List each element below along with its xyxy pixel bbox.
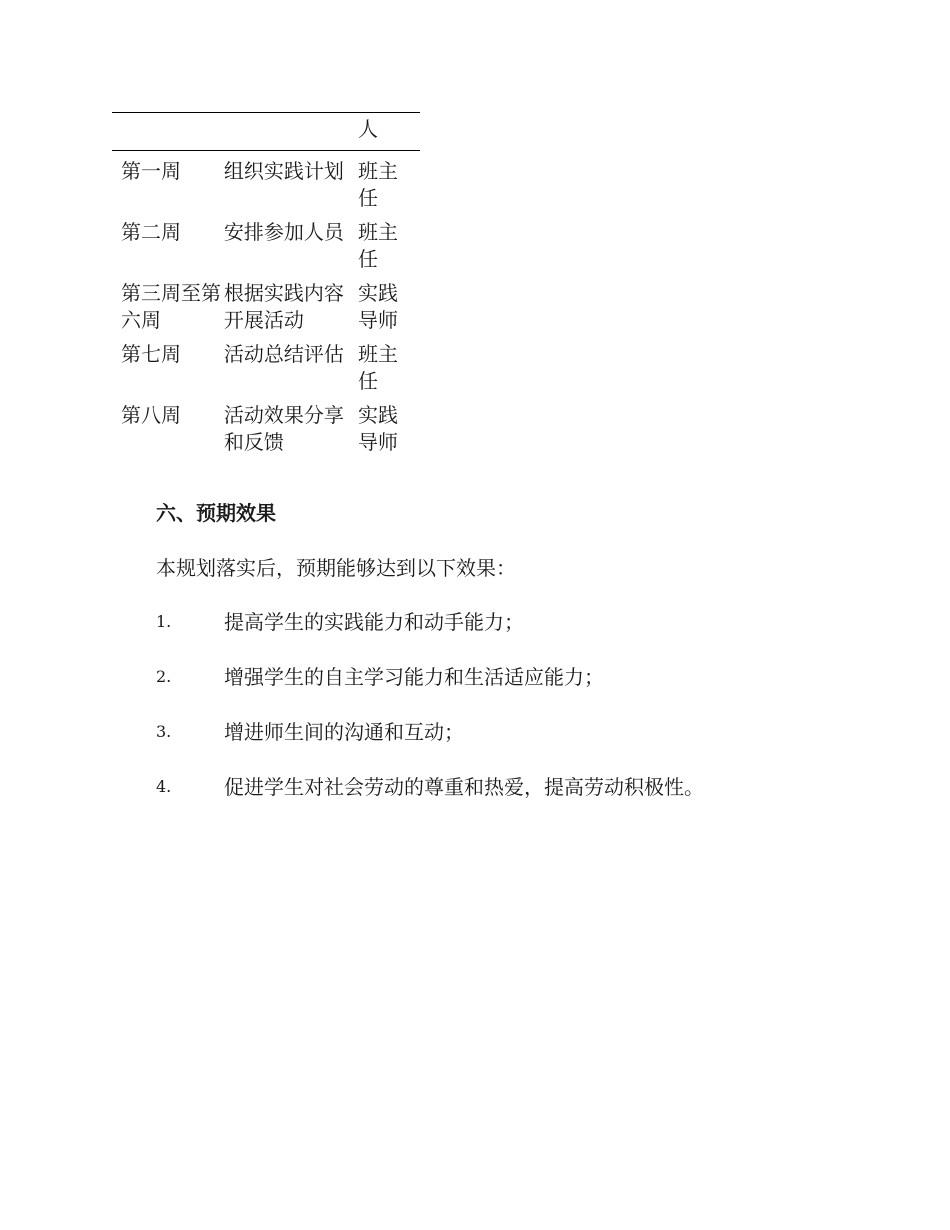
- week-cell: 第八周: [121, 403, 181, 427]
- section-heading: 六、预期效果: [156, 501, 276, 525]
- table-row: [112, 395, 420, 456]
- header-cell-content: [222, 113, 354, 151]
- list-item-text: 增强学生的自主学习能力和生活适应能力；: [224, 665, 604, 689]
- person-cell: 班主任: [358, 159, 399, 210]
- header-cell-person: 人: [354, 113, 420, 151]
- content-cell: 组织实践计划: [223, 159, 344, 183]
- list-item-number: 1.: [156, 612, 172, 631]
- table-header-row: [112, 113, 420, 151]
- table-row: [112, 151, 420, 213]
- person-cell: 班主任: [358, 342, 399, 393]
- list-item-number: 3.: [156, 722, 172, 741]
- person-cell: 班主任: [358, 220, 399, 271]
- list-item-text: 促进学生对社会劳动的尊重和热爱，提高劳动积极性。: [224, 775, 704, 799]
- table-row: [112, 273, 420, 334]
- week-cell: 第三周至第六周: [121, 281, 221, 332]
- list-item-text: 提高学生的实践能力和动手能力；: [224, 610, 524, 634]
- header-cell-week: [112, 113, 222, 151]
- person-cell: 实践导师: [358, 403, 399, 454]
- content-cell: 安排参加人员: [223, 220, 344, 244]
- table-row: [112, 334, 420, 395]
- content-cell: 活动效果分享和反馈: [223, 403, 344, 454]
- list-item-number: 4.: [156, 777, 172, 796]
- content-cell: 活动总结评估: [223, 342, 344, 366]
- person-cell: 实践导师: [358, 281, 399, 332]
- week-cell: 第七周: [121, 342, 181, 366]
- intro-paragraph: 本规划落实后，预期能够达到以下效果：: [156, 556, 516, 580]
- week-cell: 第一周: [121, 159, 181, 183]
- list-item-text: 增进师生间的沟通和互动；: [224, 720, 464, 744]
- week-cell: 第二周: [121, 220, 181, 244]
- list-item-number: 2.: [156, 667, 172, 686]
- table-row: [112, 212, 420, 273]
- schedule-table: [112, 112, 420, 456]
- content-cell: 根据实践内容开展活动: [223, 281, 344, 332]
